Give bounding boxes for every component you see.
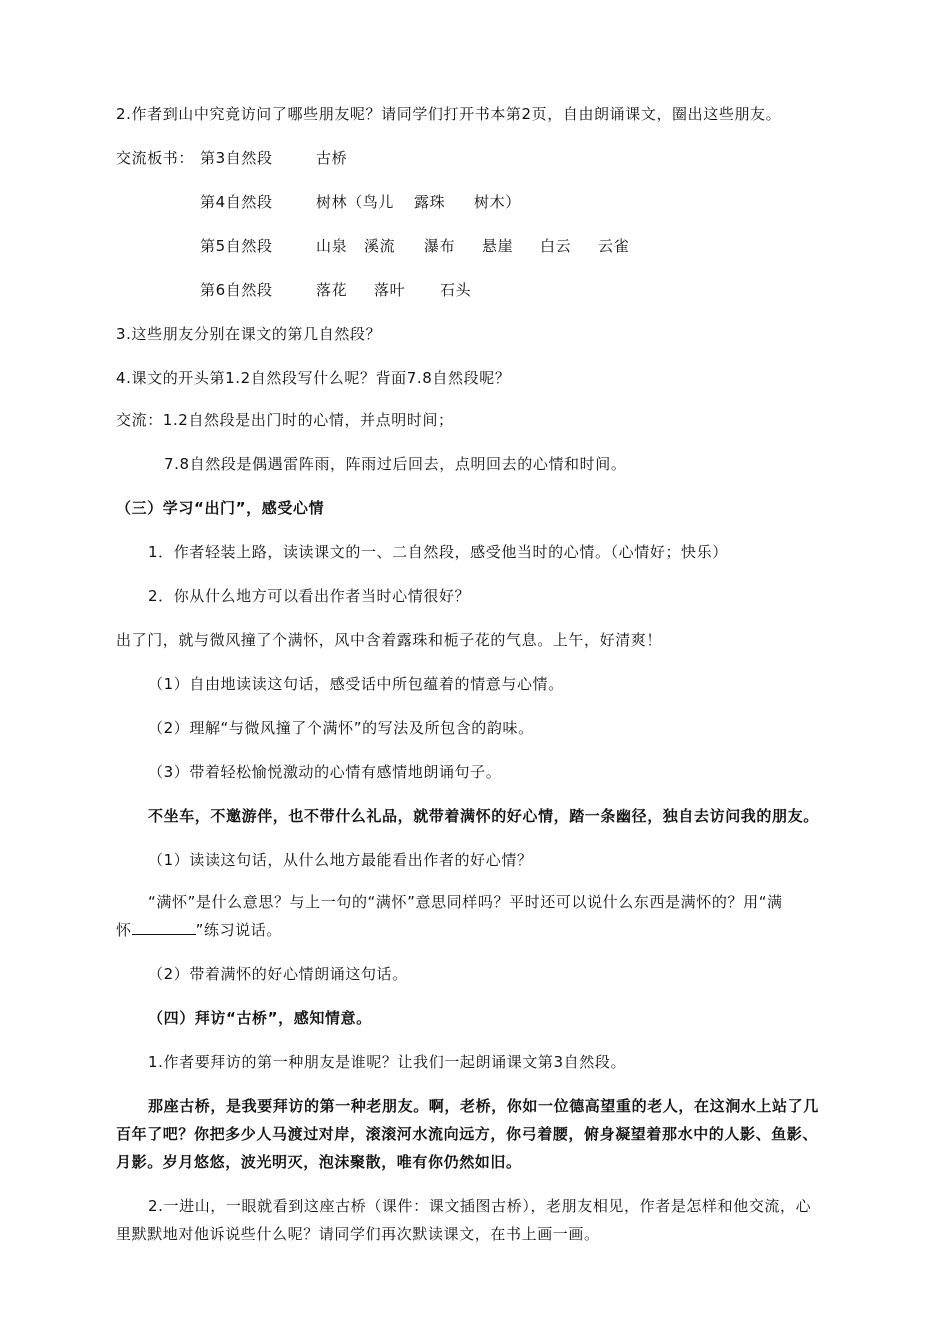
- question-2: 2.作者到山中究竟访问了哪些朋友呢？请同学们打开书本第2页，自由朗诵课文，圈出这些朋友。: [116, 105, 782, 123]
- question-4: 4.课文的开头第1.2自然段写什么呢？背面7.8自然段呢？: [116, 369, 511, 387]
- section-3-item-2: 2．你从什么地方可以看出作者当时心情很好？: [148, 587, 471, 605]
- board-row-3-item: 云雀: [598, 237, 630, 255]
- exchange-line-2: 7.8自然段是偶遇雷阵雨，阵雨过后回去，点明回去的心情和时间。: [164, 455, 627, 473]
- section-4-item-1: 1.作者要拜访的第一种朋友是谁呢？让我们一起朗诵课文第3自然段。: [148, 1053, 627, 1071]
- board-row-3-item: 瀑布: [424, 237, 456, 255]
- section-4-item-2-line-2: 里默默地对他诉说些什么呢？请同学们再次默读课文，在书上画一画。: [116, 1225, 600, 1243]
- question-3: 3.这些朋友分别在课文的第几自然段？: [116, 325, 382, 343]
- board-row-4-item: 落叶: [374, 281, 406, 299]
- board-row-2-para: 第4自然段: [200, 193, 273, 211]
- board-row-3-item: 山泉: [316, 237, 348, 255]
- board-row-4-para: 第6自然段: [200, 281, 273, 299]
- quote-3-line-1: 那座古桥，是我要拜访的第一种老朋友。啊，老桥，你如一位德高望重的老人，在这涧水上站了几: [148, 1097, 819, 1115]
- exchange-line-1: 交流：1.2自然段是出门时的心情，并点明时间；: [116, 411, 454, 429]
- board-row-3-para: 第5自然段: [200, 237, 273, 255]
- section-3-item-1: 1．作者轻装上路，读读课文的一、二自然段，感受他当时的心情。（心情好；快乐）: [148, 543, 728, 561]
- board-row-1-item: 古桥: [316, 149, 348, 167]
- manhuai-question-line-2: [116, 920, 282, 940]
- section-4-item-2-line-1: 2.一进山，一眼就看到这座古桥（课件：课文插图古桥），老朋友相见，作者是怎样和他交流，心: [148, 1197, 812, 1215]
- quote-3-line-2: 百年了吧？你把多少人马渡过对岸，滚滚河水流向远方，你弓着腰，俯身凝望着那水中的人影、鱼影、: [116, 1125, 819, 1143]
- sub-item-2: （2）理解“与微风撞了个满怀”的写法及所包含的韵味。: [148, 719, 534, 737]
- manhuai-prefix: 怀: [116, 921, 132, 939]
- board-row-2-item: 露珠: [414, 193, 446, 211]
- sub-item-4: （1）读读这句话，从什么地方最能看出作者的好心情？: [148, 851, 533, 869]
- board-row-2-item: 树林（鸟儿: [316, 193, 395, 211]
- quote-1: 出了门，就与微风撞了个满怀，风中含着露珠和栀子花的气息。上午，好清爽！: [116, 631, 663, 649]
- board-row-2-item: 树木）: [474, 193, 521, 211]
- board-row-4-item: 落花: [316, 281, 348, 299]
- sub-item-3: （3）带着轻松愉悦激动的心情有感情地朗诵句子。: [148, 763, 502, 781]
- fill-in-blank: [132, 920, 196, 935]
- board-row-3-item: 溪流: [364, 237, 396, 255]
- section-4-title: （四）拜访“古桥”，感知情意。: [148, 1009, 372, 1027]
- section-3-title: （三）学习“出门”，感受心情: [116, 499, 325, 517]
- board-row-4-item: 石头: [440, 281, 472, 299]
- manhuai-question-line-1: “满怀”是什么意思？与上一句的“满怀”意思同样吗？平时还可以说什么东西是满怀的？用“满: [148, 893, 783, 911]
- quote-2: 不坐车，不邀游伴，也不带什么礼品，就带着满怀的好心情，踏一条幽径，独自去访问我的朋友。: [148, 807, 819, 825]
- manhuai-suffix: ”练习说话。: [195, 921, 282, 939]
- sub-item-1: （1）自由地读读这句话，感受话中所包蕴着的情意与心情。: [148, 675, 564, 693]
- board-row-3-item: 悬崖: [482, 237, 514, 255]
- board-row-3-item: 白云: [540, 237, 572, 255]
- sub-item-5: （2）带着满怀的好心情朗诵这句话。: [148, 965, 408, 983]
- board-row-1-para: 第3自然段: [200, 149, 273, 167]
- quote-3-line-3: 月影。岁月悠悠，波光明灭，泡沫聚散，唯有你仍然如旧。: [116, 1153, 522, 1171]
- board-label: 交流板书：: [116, 149, 195, 167]
